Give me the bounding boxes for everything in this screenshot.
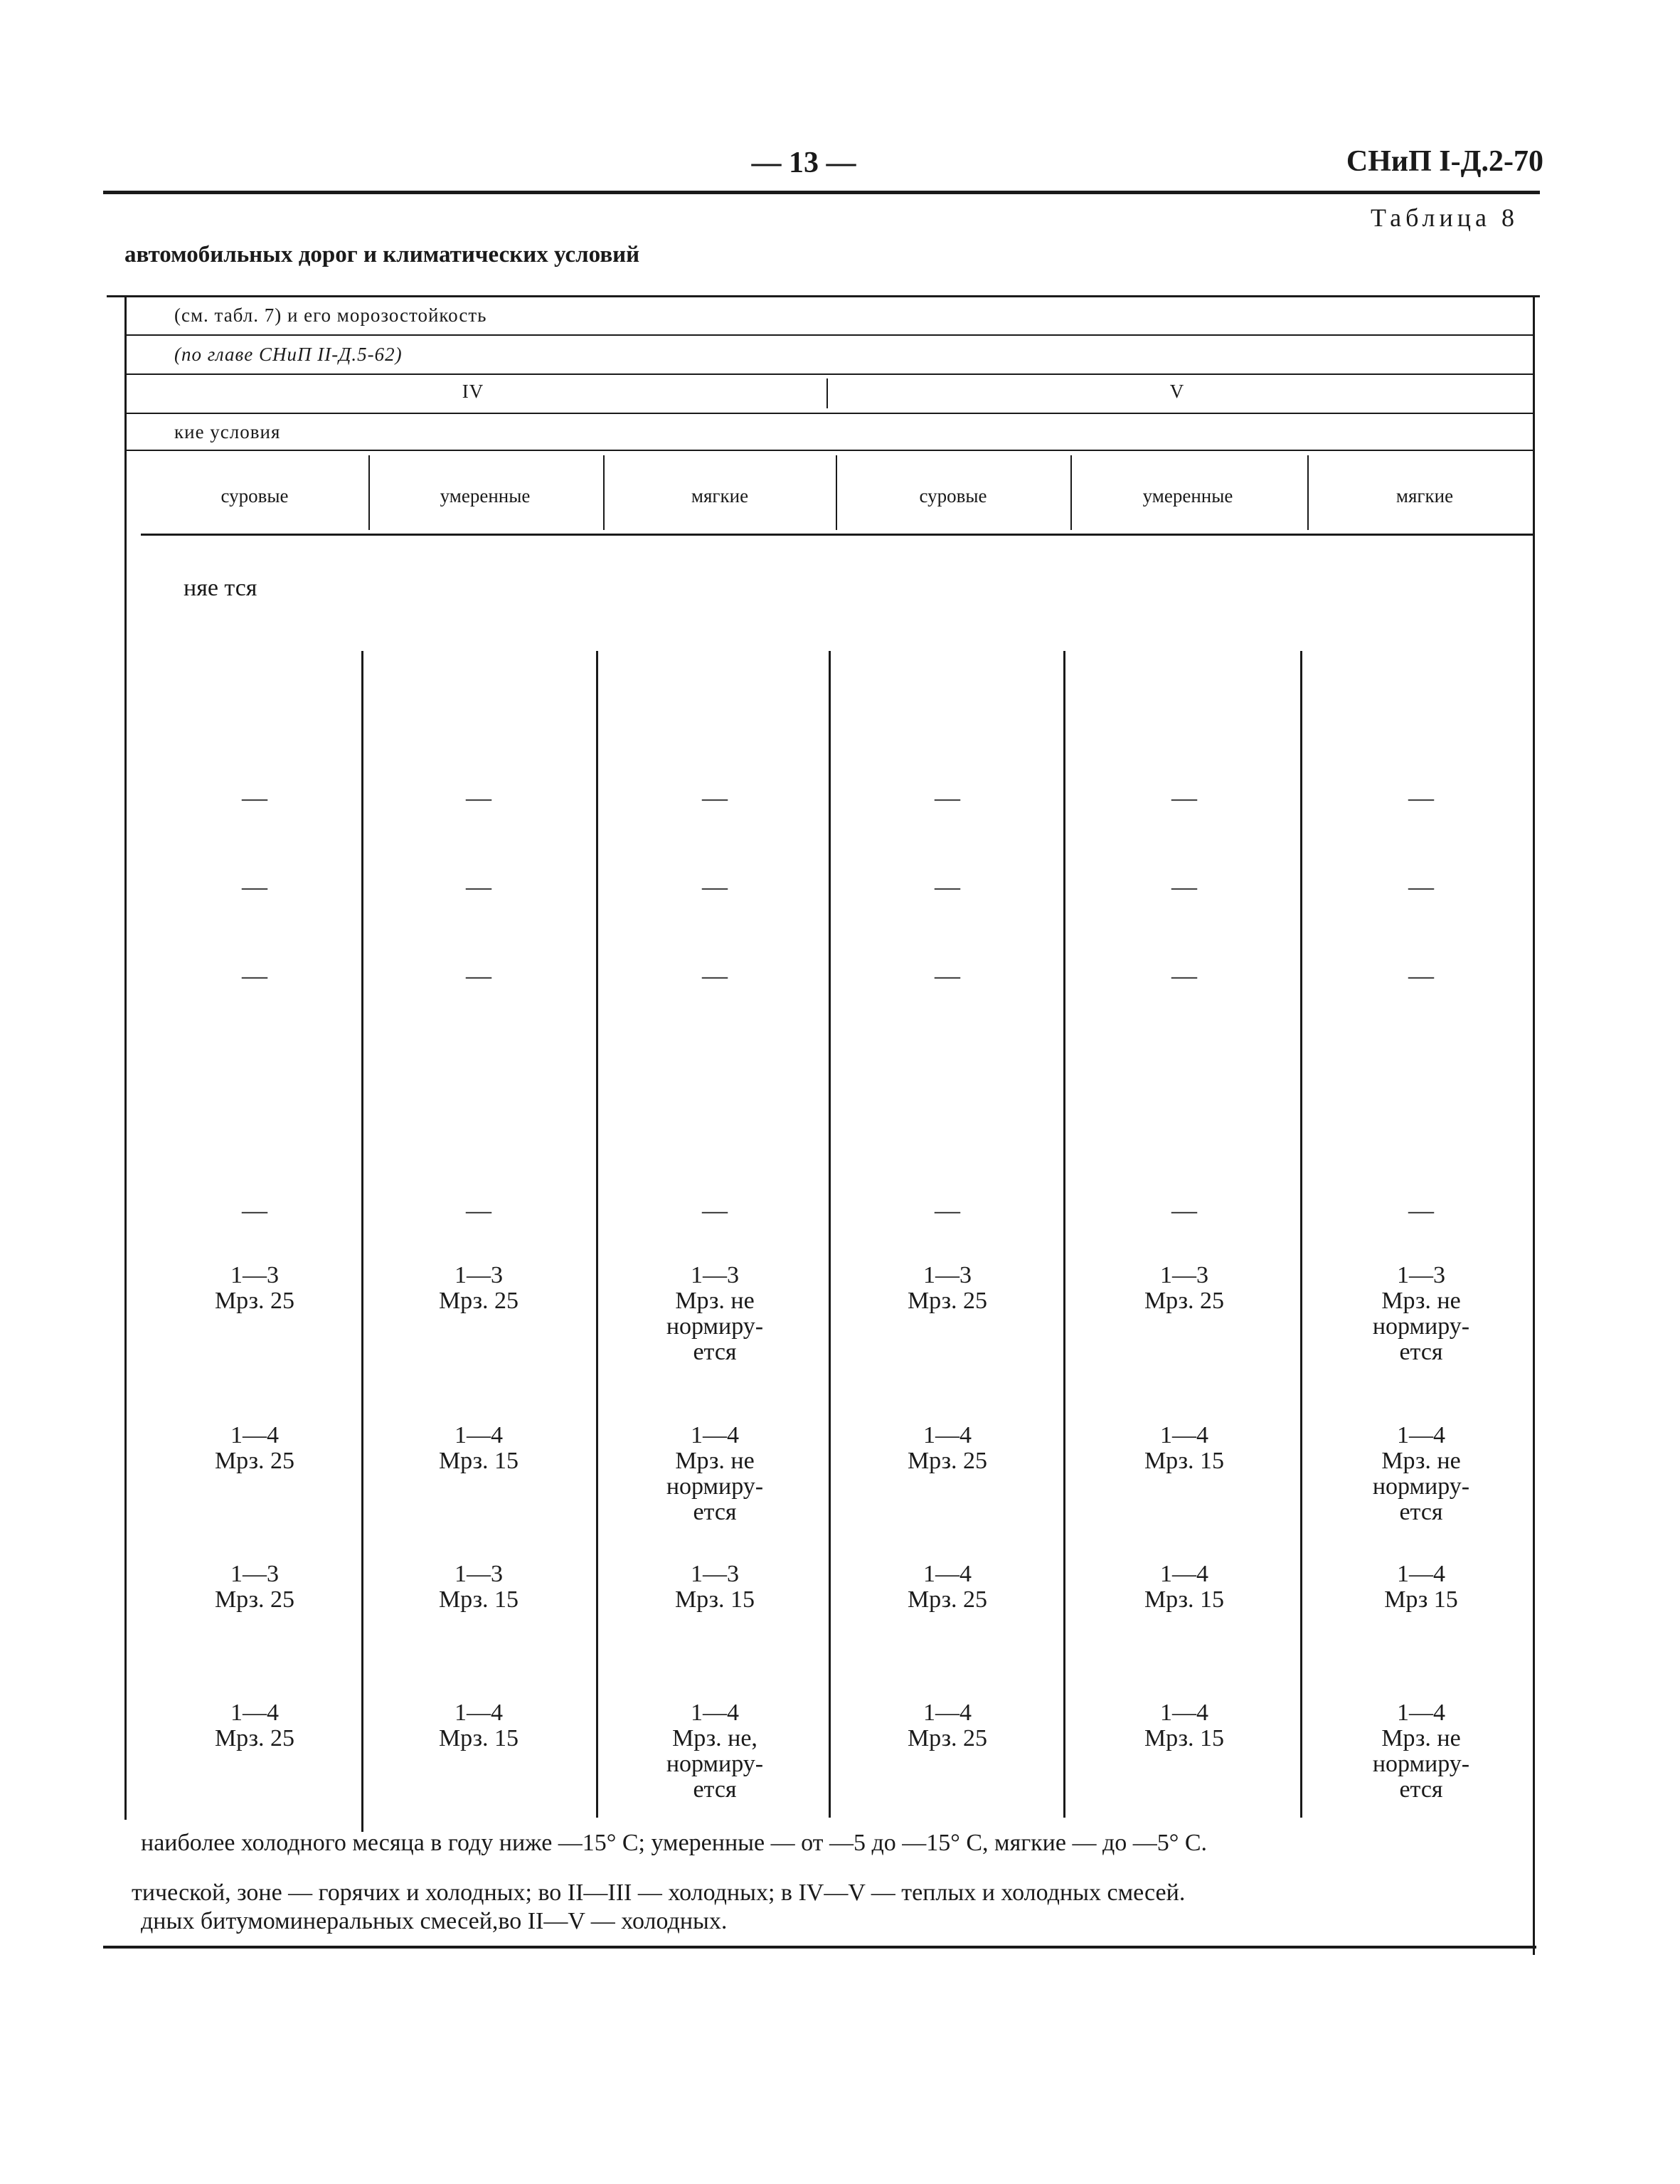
table-label: Таблица 8 xyxy=(1371,203,1519,232)
header-rule xyxy=(103,191,1540,194)
table-bottom-rule xyxy=(103,1946,1536,1949)
zone-divider xyxy=(826,378,828,408)
climate-conditions-header: кие условия xyxy=(174,421,281,442)
zone-v-header: V xyxy=(1169,381,1185,402)
empty-cell-dash: — xyxy=(242,1196,267,1224)
zone-iv-header: IV xyxy=(462,381,484,402)
col-header-mild-v: мягкие xyxy=(1395,485,1454,507)
empty-cell-dash: — xyxy=(935,783,960,812)
empty-cell-dash: — xyxy=(1171,872,1197,901)
table-cell: 1—4 Мрз. 25 xyxy=(907,1700,988,1751)
page-number: — 13 — xyxy=(751,147,856,179)
table-subtitle: автомобильных дорог и климатических условий xyxy=(124,242,640,267)
col-header-moderate-v: умеренные xyxy=(1142,485,1233,507)
col-header-severe-iv: суровые xyxy=(220,485,289,507)
empty-cell-dash: — xyxy=(242,872,267,901)
col-header-severe-v: суровые xyxy=(919,485,987,507)
table-cell: 1—4 Мрз 15 xyxy=(1384,1561,1458,1613)
table-top-rule xyxy=(107,295,1540,297)
footnote-climate-definition: наиболее холодного месяца в году ниже —15° С; умеренные — от —5 до —15° С, мягкие — до —5° С. xyxy=(141,1830,1208,1856)
table-cell: 1—3 Мрз. 15 xyxy=(438,1561,519,1613)
table-cell: 1—4 Мрз. не нормиру- ется xyxy=(1372,1422,1470,1525)
table-cell: 1—3 Мрз. не нормиру- ется xyxy=(666,1262,764,1365)
empty-cell-dash: — xyxy=(466,783,491,812)
table-cell: 1—4 Мрз. 15 xyxy=(438,1422,519,1474)
column-divider xyxy=(1307,455,1309,530)
empty-cell-dash: — xyxy=(242,783,267,812)
col-header-moderate-iv: умеренные xyxy=(440,485,531,507)
table-cell: 1—4 Мрз. 25 xyxy=(907,1422,988,1474)
row-divider xyxy=(127,334,1535,336)
body-column-divider xyxy=(1300,651,1302,1818)
column-divider xyxy=(1070,455,1072,530)
footnote-zone-mixes: тической, зоне — горячих и холодных; во II—III — холодных; в IV—V — теплых и холодных смесей. xyxy=(132,1880,1186,1906)
empty-cell-dash: — xyxy=(466,961,491,990)
body-column-divider xyxy=(596,651,598,1818)
section-label: няе тся xyxy=(184,575,257,601)
document-code: СНиП I-Д.2-70 xyxy=(1346,145,1543,178)
empty-cell-dash: — xyxy=(1171,961,1197,990)
table-left-border xyxy=(124,297,127,1820)
empty-cell-dash: — xyxy=(242,961,267,990)
table-cell: 1—3 Мрз. 25 xyxy=(438,1262,519,1314)
row-divider xyxy=(127,413,1535,414)
empty-cell-dash: — xyxy=(935,961,960,990)
body-column-divider xyxy=(1063,651,1065,1818)
table-cell: 1—4 Мрз. 25 xyxy=(214,1700,295,1751)
empty-cell-dash: — xyxy=(702,783,728,812)
table-cell: 1—4 Мрз. не нормиру- ется xyxy=(1372,1700,1470,1803)
body-column-divider xyxy=(829,651,831,1818)
empty-cell-dash: — xyxy=(1171,783,1197,812)
table-cell: 1—3 Мрз. не нормиру- ется xyxy=(1372,1262,1470,1365)
empty-cell-dash: — xyxy=(702,961,728,990)
table-cell: 1—3 Мрз. 25 xyxy=(214,1561,295,1613)
row-divider xyxy=(127,373,1535,375)
empty-cell-dash: — xyxy=(702,1196,728,1224)
empty-cell-dash: — xyxy=(466,872,491,901)
empty-cell-dash: — xyxy=(1408,961,1434,990)
footnote-bitumen-mixes: дных битумоминеральных смесей,во II—V — холодных. xyxy=(141,1908,728,1934)
column-divider xyxy=(836,455,837,530)
table-cell: 1—4 Мрз. 15 xyxy=(438,1700,519,1751)
empty-cell-dash: — xyxy=(1408,783,1434,812)
table-cell: 1—3 Мрз. 25 xyxy=(907,1262,988,1314)
header-bottom-rule xyxy=(141,534,1535,536)
table-cell: 1—4 Мрз. 15 xyxy=(1144,1422,1225,1474)
empty-cell-dash: — xyxy=(1171,1196,1197,1224)
empty-cell-dash: — xyxy=(935,1196,960,1224)
col-header-mild-iv: мягкие xyxy=(691,485,749,507)
empty-cell-dash: — xyxy=(702,872,728,901)
column-divider xyxy=(368,455,370,530)
empty-cell-dash: — xyxy=(935,872,960,901)
body-column-divider xyxy=(361,651,363,1832)
row-divider xyxy=(127,450,1535,451)
table-cell: 1—4 Мрз. 15 xyxy=(1144,1700,1225,1751)
table-cell: 1—3 Мрз. 15 xyxy=(674,1561,755,1613)
empty-cell-dash: — xyxy=(1408,1196,1434,1224)
table-cell: 1—4 Мрз. 25 xyxy=(214,1422,295,1474)
table-cell: 1—3 Мрз. 25 xyxy=(1144,1262,1225,1314)
table-cell: 1—4 Мрз. 15 xyxy=(1144,1561,1225,1613)
empty-cell-dash: — xyxy=(466,1196,491,1224)
table-row-frost-resistance: (см. табл. 7) и его морозостойкость xyxy=(174,304,487,326)
empty-cell-dash: — xyxy=(1408,872,1434,901)
table-cell: 1—4 Мрз. 25 xyxy=(907,1561,988,1613)
table-cell: 1—3 Мрз. 25 xyxy=(214,1262,295,1314)
table-cell: 1—4 Мрз. не, нормиру- ется xyxy=(666,1700,764,1803)
table-cell: 1—4 Мрз. не нормиру- ется xyxy=(666,1422,764,1525)
column-divider xyxy=(603,455,605,530)
table-row-snip-reference: (по главе СНиП II-Д.5-62) xyxy=(174,344,403,365)
